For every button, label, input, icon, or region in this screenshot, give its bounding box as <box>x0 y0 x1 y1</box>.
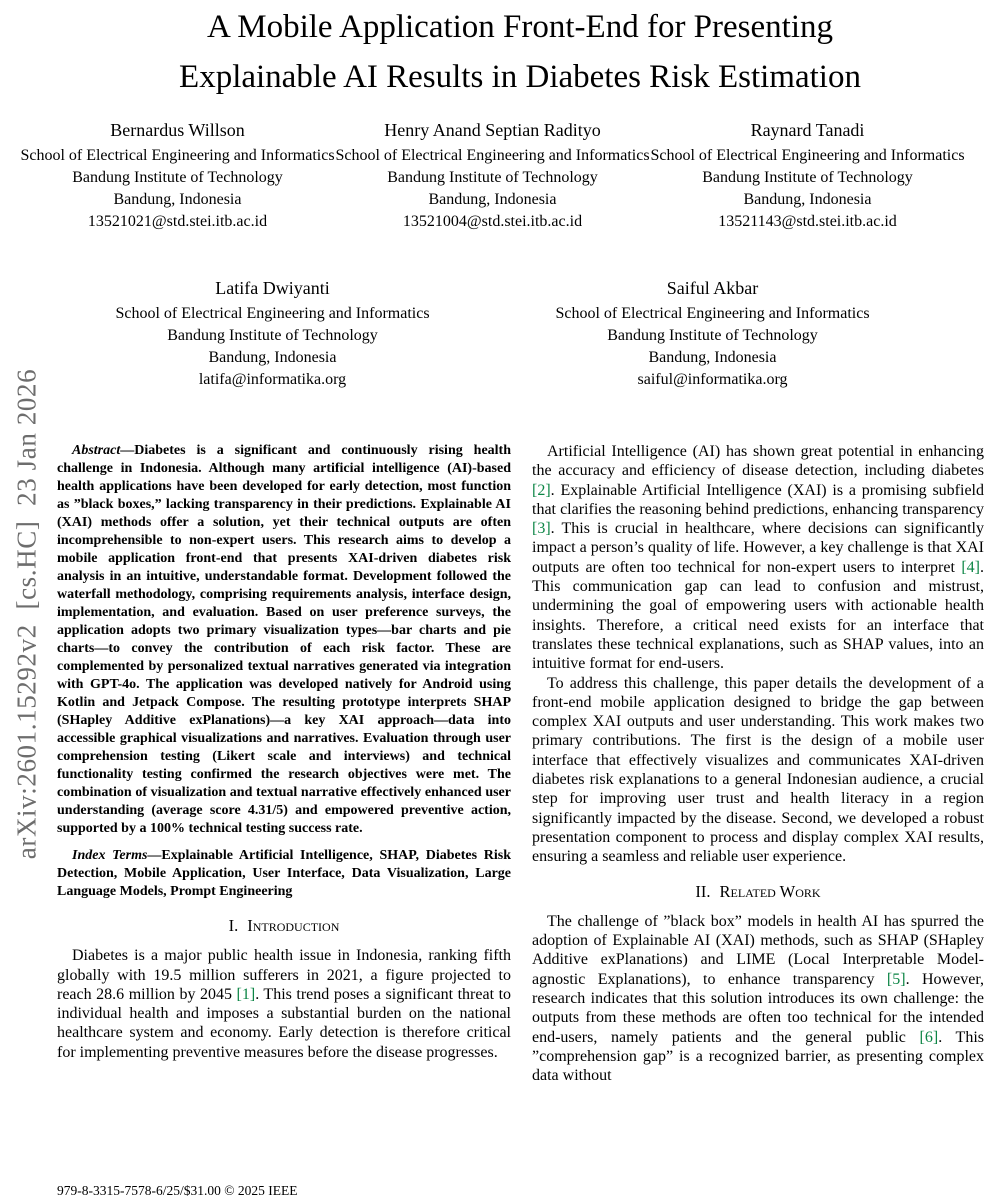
authors-row-1 <box>0 118 985 233</box>
author-name: Saiful Akbar <box>666 278 759 298</box>
author-name: Raynard Tanadi <box>750 120 865 140</box>
right-column <box>532 442 984 1200</box>
section-number: II. <box>695 881 711 901</box>
citation-link[interactable]: [6] <box>919 1028 939 1046</box>
abstract-label: Abstract <box>72 443 121 458</box>
author-email: 13521143@std.stei.itb.ac.id <box>718 213 897 230</box>
citation-link[interactable]: [1] <box>236 985 256 1003</box>
introduction-paragraph-2: Artificial Intelligence (AI) has shown great potential in enhancing the accuracy and efficiency of disease detection, including diabetes [2]. Explainable Artificial Intelligence (XAI) is a promising subfield that clarifies the reasoning behind predictions, enhancing transparency [3]. This is crucial in healthcare, where decisions can significantly impact a person’s quality of life. However, a key challenge is that XAI outputs are often too technical for non-expert users to interpret [4]. This communication gap can lead to confusion and mistrust, undermining the goal of empowering users with actionable health insights. Therefore, a critical need exists for an interface that translates these technical explanations, such as SHAP values, into an intuitive format for end-users. <box>532 443 984 673</box>
author-department: School of Electrical Engineering and Informatics <box>555 305 870 322</box>
citation-link[interactable]: [2] <box>532 481 551 499</box>
author-block <box>650 118 965 233</box>
abstract-text: —Diabetes is a significant and continuously rising health challenge in Indonesia. Although many artificial intelligence (AI)-based health applications have been developed for early detection, most function as ”black boxes,” lacking transparency in their predictions. Explainable AI (XAI) methods offer a solution, yet their technical outputs are often incomprehensible to non-expert users. This research aims to develop a mobile application front-end that presents XAI-driven diabetes risk analysis in an intuitive, understandable format. Development followed the waterfall methodology, comprising requirements analysis, interface design, implementation, and evaluation. Based on user preference surveys, the application adopts two primary visualization types—bar charts and pie charts—to convey the contribution of each risk factor. These are complemented by personalized textual narratives generated via integration with GPT-4o. The application was developed natively for Android using Kotlin and Jetpack Compose. The resulting prototype interprets SHAP (SHapley Additive exPlanations)—a key XAI approach—data into accessible graphical visualizations and narratives. Evaluation through user comprehension testing (Likert scale and interviews) and technical functionality testing confirmed the research objectives were met. The combination of visualization and textual narrative effectively enhanced user understanding (average score 4.31/5) and empowered preventive action, supported by a 100% technical testing success rate. <box>57 443 511 836</box>
index-terms <box>57 847 511 901</box>
paper-title <box>55 2 985 102</box>
author-block <box>20 118 335 233</box>
author-email: saiful@informatika.org <box>637 371 788 388</box>
author-city: Bandung, Indonesia <box>428 191 557 208</box>
citation-link[interactable]: [5] <box>886 970 906 988</box>
paper-title-line2: Explainable AI Results in Diabetes Risk Estimation <box>179 59 861 95</box>
paper-title-line1: A Mobile Application Front-End for Presenting <box>206 9 834 45</box>
author-city: Bandung, Indonesia <box>743 191 872 208</box>
section-heading-related-work <box>532 882 984 901</box>
left-column <box>57 442 511 1062</box>
author-email: 13521021@std.stei.itb.ac.id <box>87 213 268 230</box>
section-heading-introduction <box>57 916 511 935</box>
citation-link[interactable]: [3] <box>532 520 551 538</box>
author-city: Bandung, Indonesia <box>208 349 337 366</box>
index-terms-text: —Explainable Artificial Intelligence, SHAP, Diabetes Risk Detection, Mobile Application, User Interface, Data Visualization, Large Language Models, Prompt Engineering <box>57 848 511 899</box>
related-work-paragraph-1: The challenge of ”black box” models in health AI has spurred the adoption of Explainable AI (XAI) methods, such as SHAP (SHapley Additive exPlanations) and LIME (Local Interpretable Model-agnostic Explanations), to enhance transparency [5]. However, research indicates that this solution introduces its own challenge: the outputs from these methods are often too technical for the intended end-users, namely patients and the general public [6]. This ”comprehension gap” is a recognized barrier, as presenting complex data without <box>532 912 984 1085</box>
author-department: School of Electrical Engineering and Informatics <box>115 305 430 322</box>
section-title: Related Work <box>719 881 821 901</box>
author-block <box>335 118 650 233</box>
author-city: Bandung, Indonesia <box>648 349 777 366</box>
author-institution: Bandung Institute of Technology <box>702 169 913 186</box>
author-department: School of Electrical Engineering and Informatics <box>650 147 965 164</box>
introduction-paragraph-3: To address this challenge, this paper details the development of a front-end mobile application designed to bridge the gap between complex XAI outputs and user understanding. This work makes two primary contributions. The first is the design of a mobile user interface that effectively visualizes and communicates XAI-driven diabetes risk explanations to a general Indonesian audience, a crucial step for improving user trust and health literacy in a region significantly impacted by the disease. Second, we developed a robust presentation component to process and display complex XAI results, ensuring a seamless and reliable user experience. <box>532 674 984 866</box>
citation-link[interactable]: [4] <box>961 558 980 576</box>
author-name: Bernardus Willson <box>110 120 245 140</box>
section-title: Introduction <box>247 916 340 935</box>
section-number: I. <box>228 916 239 935</box>
author-email: 13521004@std.stei.itb.ac.id <box>402 213 583 230</box>
author-name: Latifa Dwiyanti <box>215 278 330 298</box>
authors-row-2 <box>0 276 985 391</box>
index-terms-label: Index Terms <box>72 848 148 863</box>
abstract <box>57 442 511 838</box>
author-email: latifa@informatika.org <box>198 371 347 388</box>
author-block <box>53 276 493 391</box>
author-institution: Bandung Institute of Technology <box>607 327 818 344</box>
author-city: Bandung, Indonesia <box>113 191 242 208</box>
author-institution: Bandung Institute of Technology <box>387 169 598 186</box>
author-institution: Bandung Institute of Technology <box>167 327 378 344</box>
footer-copyright: 979-8-3315-7578-6/25/$31.00 © 2025 IEEE <box>57 1183 298 1198</box>
author-name: Henry Anand Septian Radityo <box>384 120 601 140</box>
author-department: School of Electrical Engineering and Informatics <box>20 147 335 164</box>
arxiv-watermark: arXiv:2601.15292v2 [cs.HC] 23 Jan 2026 <box>11 368 42 860</box>
author-department: School of Electrical Engineering and Informatics <box>335 147 650 164</box>
author-institution: Bandung Institute of Technology <box>72 169 283 186</box>
author-block <box>493 276 933 391</box>
introduction-paragraph-1: Diabetes is a major public health issue in Indonesia, ranking fifth globally with 19.5 million sufferers in 2021, a figure projected to reach 28.6 million by 2045 [1]. This trend poses a significant threat to individual health and imposes a substantial burden on the national healthcare system and economy. Early detection is therefore critical for implementing preventive measures before the disease progresses. <box>57 947 512 1061</box>
